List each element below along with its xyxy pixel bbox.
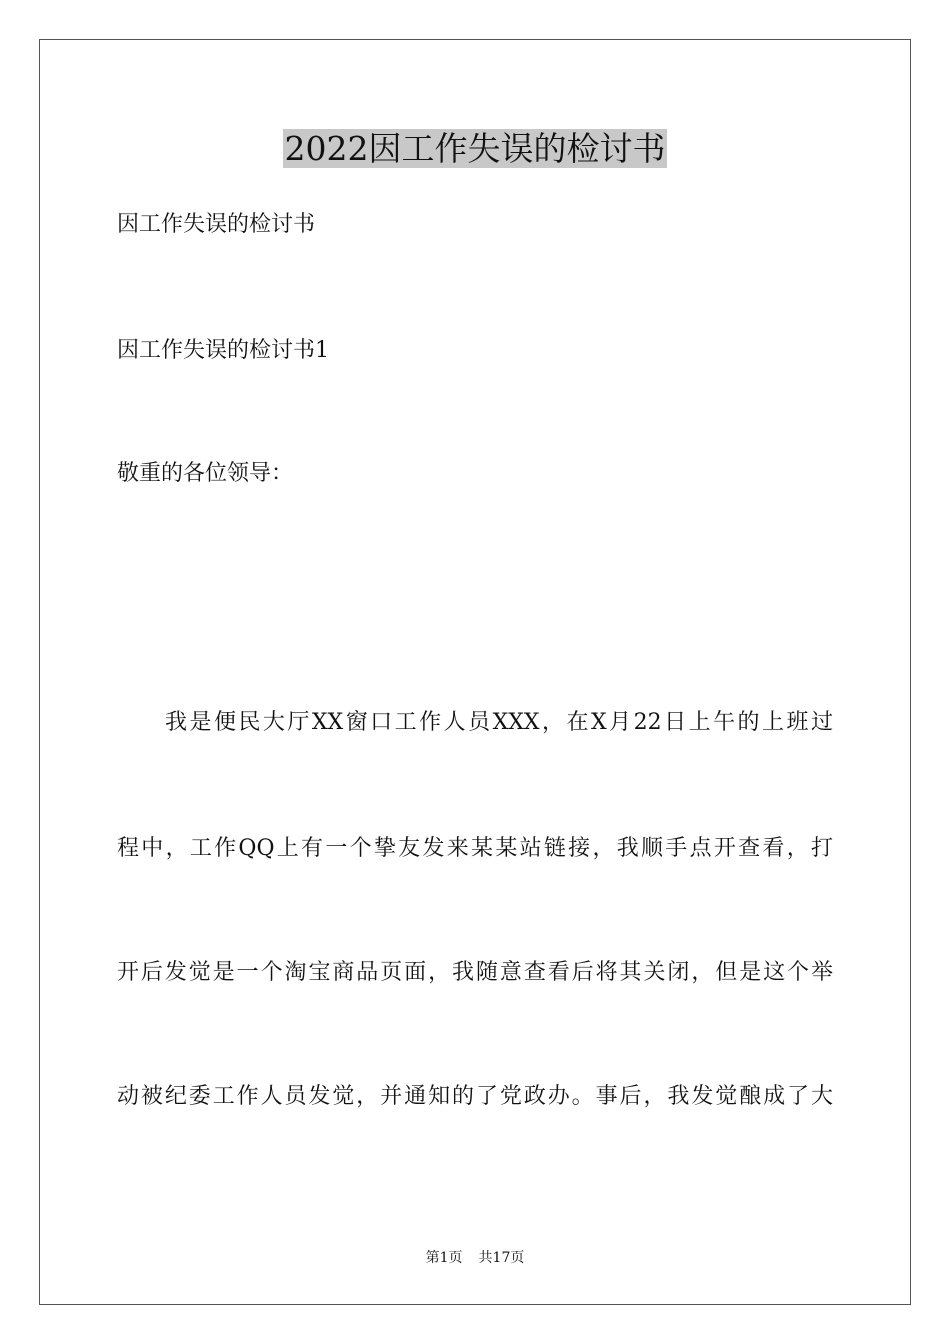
salutation: 敬重的各位领导： (117, 461, 294, 486)
document-title-text: 2022因工作失误的检讨书 (284, 129, 666, 168)
body-line: 开后发觉是一个淘宝商品页面，我随意查看后将其关闭，但是这个举 (117, 960, 833, 985)
document-title (0, 128, 950, 170)
page-total: 共17页 (478, 1250, 525, 1266)
body-line: 我是便民大厅XX窗口工作人员XXX，在X月22日上午的上班过 (165, 710, 833, 735)
document-subtitle: 因工作失误的检讨书 (117, 212, 316, 237)
page-number: 第1页 (425, 1250, 463, 1266)
body-line: 动被纪委工作人员发觉，并通知的了党政办。事后，我发觉酿成了大 (117, 1084, 833, 1109)
body-line: 程中，工作QQ上有一个挚友发来某某站链接，我顺手点开查看，打 (117, 836, 833, 861)
page-footer (0, 1248, 950, 1268)
section-heading: 因工作失误的检讨书1 (117, 338, 329, 363)
